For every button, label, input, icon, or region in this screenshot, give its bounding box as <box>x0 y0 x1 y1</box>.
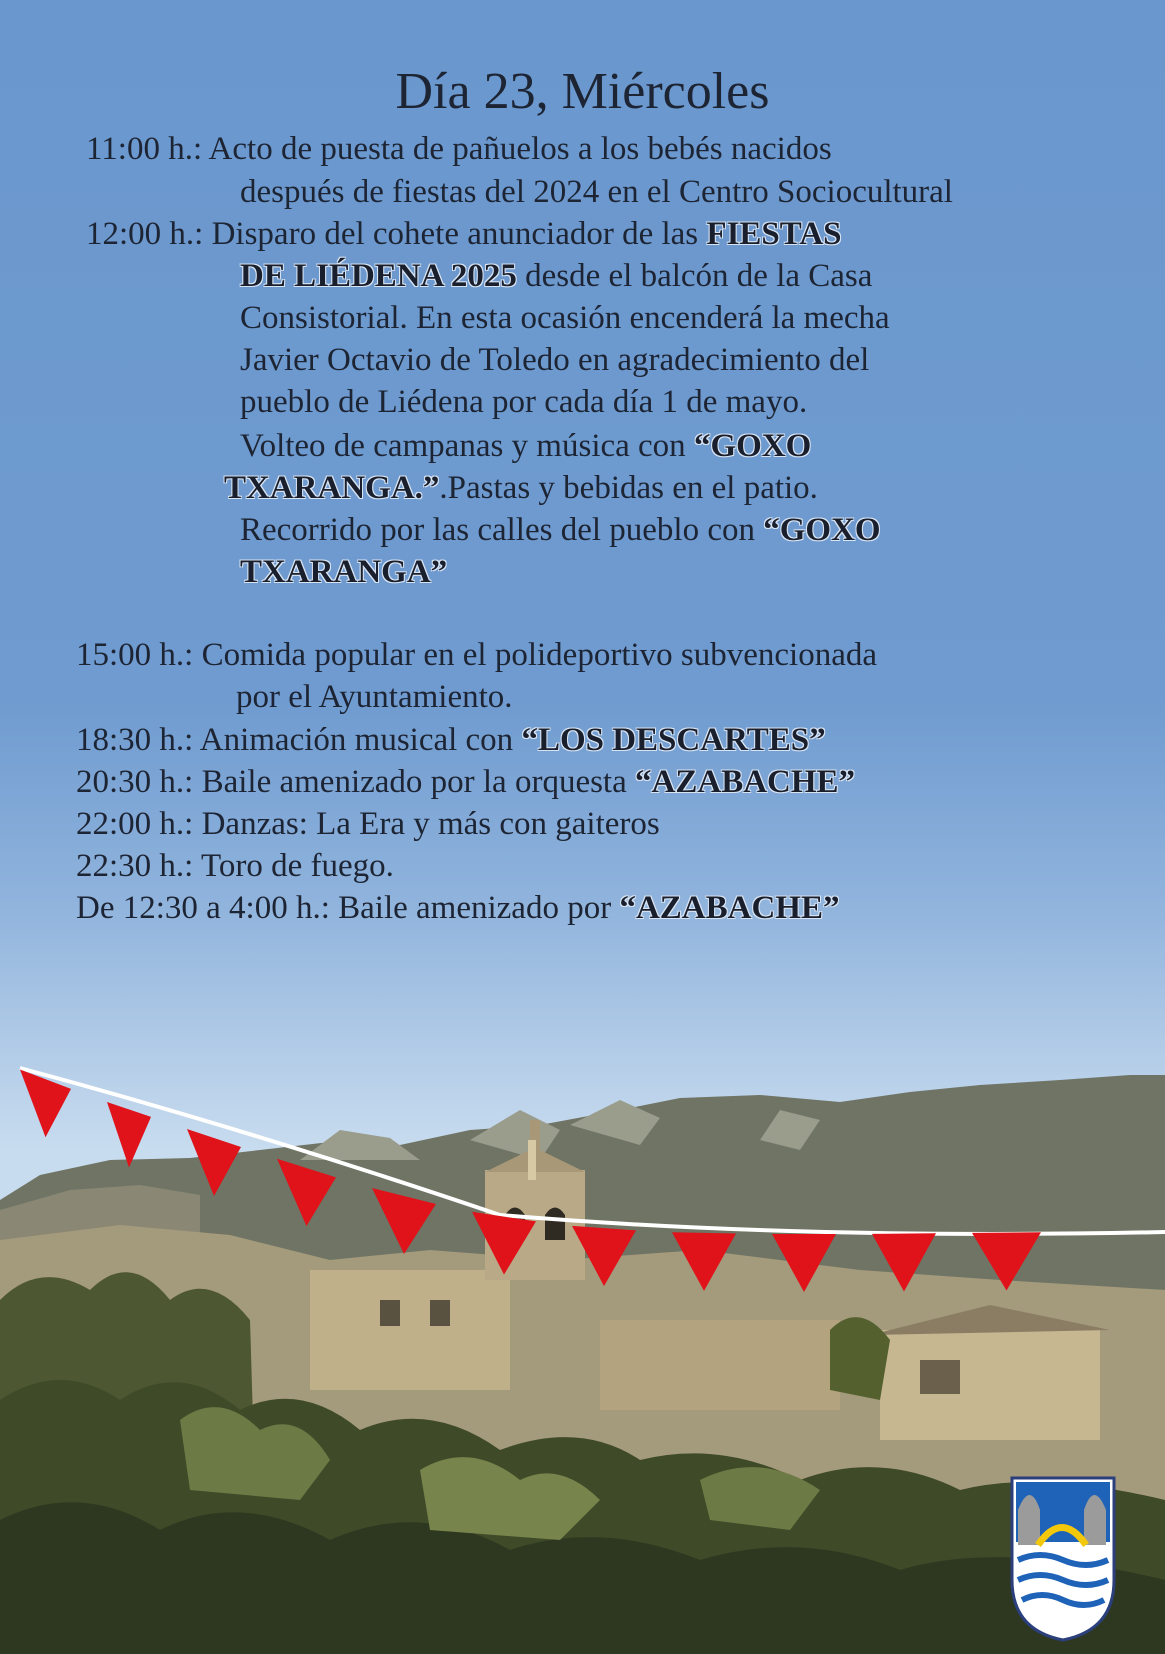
line-text: por el Ayuntamiento. <box>236 679 513 715</box>
schedule-line <box>76 761 855 803</box>
line-highlight: “GOXO <box>763 512 881 548</box>
line-text: desde el balcón de la Casa <box>516 258 873 294</box>
line-highlight: FIESTAS <box>706 216 842 252</box>
schedule-line <box>76 634 877 676</box>
line-text: De 12:30 a 4:00 h.: Baile amenizado por <box>76 890 620 926</box>
line-text: después de fiestas del 2024 en el Centro Sociocultural <box>240 174 953 210</box>
schedule-line <box>240 339 869 381</box>
line-text: Volteo de campanas y música con <box>240 428 694 464</box>
line-highlight: “AZABACHE” <box>619 890 840 926</box>
schedule-line <box>76 719 826 761</box>
schedule-line <box>240 381 807 423</box>
schedule-line <box>224 467 818 509</box>
line-text: 22:00 h.: Danzas: La Era y más con gaiteros <box>76 806 660 842</box>
line-text: 11:00 h.: Acto de puesta de pañuelos a los bebés nacidos <box>86 131 832 167</box>
schedule-line <box>76 845 394 887</box>
coat-of-arms-icon <box>1012 1478 1114 1640</box>
schedule-line <box>240 509 881 551</box>
schedule-line <box>240 551 447 593</box>
line-highlight: “AZABACHE” <box>635 764 856 800</box>
page-title: Día 23, Miércoles <box>395 63 770 120</box>
line-text: 20:30 h.: Baile amenizado por la orquesta <box>76 764 636 800</box>
line-highlight: “GOXO <box>693 428 812 464</box>
line-highlight: TXARANGA.” <box>224 470 440 506</box>
schedule-line <box>240 425 811 467</box>
line-text: .Pastas y bebidas en el patio. <box>439 470 818 506</box>
schedule-line <box>236 676 513 718</box>
schedule-line <box>86 128 832 170</box>
schedule-line <box>240 255 872 297</box>
schedule-line <box>240 171 953 213</box>
schedule-line <box>86 213 842 255</box>
line-text: Javier Octavio de Toledo en agradecimiento del <box>240 342 870 378</box>
line-text: 15:00 h.: Comida popular en el polideportivo subvencionada <box>76 637 878 673</box>
bunting-flag <box>107 1102 151 1167</box>
line-text: pueblo de Liédena por cada día 1 de mayo. <box>240 384 808 420</box>
line-text: 18:30 h.: Animación musical con <box>76 722 522 758</box>
schedule-line <box>240 297 890 339</box>
line-text: Consistorial. En esta ocasión encenderá la mecha <box>240 300 890 336</box>
schedule-line <box>76 887 839 929</box>
schedule-line <box>76 803 660 845</box>
line-text: 22:30 h.: Toro de fuego. <box>76 848 394 884</box>
line-text: Recorrido por las calles del pueblo con <box>240 512 764 548</box>
line-highlight: “LOS DESCARTES” <box>521 722 826 758</box>
line-highlight: DE LIÉDENA 2025 <box>240 258 517 294</box>
line-text: 12:00 h.: Disparo del cohete anunciador de las <box>86 216 707 252</box>
line-highlight: TXARANGA” <box>240 554 448 590</box>
